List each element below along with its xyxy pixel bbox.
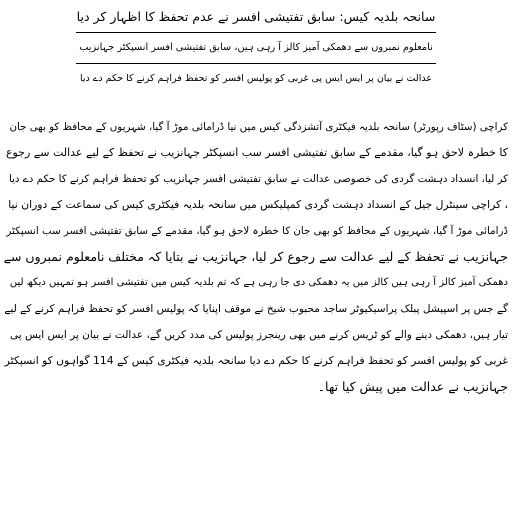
headline-divider (76, 63, 436, 64)
headline-2: نامعلوم نمبروں سے دھمکی آمیز کالز آ رہی ہیں، سابق تفتیشی افسر انسپکٹر جہانزیب (79, 42, 433, 53)
body-line: دھمکی آمیز کالز آ رہی ہیں کالز میں یہ دھمکی دی جا رہی ہے کہ تم بلدیہ کیس میں تفتیشی افسر ہو تمہیں دیکھ لیں (9, 277, 508, 288)
body-line: کر لیا، انسداد دہشت گردی کی خصوصی عدالت نے سابق تفتیشی افسر جہانزیب کو تحفظ فراہم کرنے کا حکم دے دیا (8, 173, 508, 185)
article-body (4, 114, 508, 400)
body-line: گے جس پر اسپیشل پبلک پراسیکیوٹر ساجد محبوب شیخ نے موقف اپنایا کہ پولیس افسر کو تحفظ فراہم کرنے کے لیے (4, 303, 508, 315)
body-line: جہانزیب نے عدالت میں پیش کیا تھا۔ (317, 379, 508, 394)
body-line: کراچی (سٹاف رپورٹر) سانحہ بلدیہ فیکٹری آتشزدگی کیس میں نیا ڈرامائی موڑ آ گیا، شہریوں کے محافظ کو بھی جان (9, 121, 508, 133)
headline-1: سانحہ بلدیہ کیس: سابق تفتیشی افسر نے عدم تحفظ کا اظہار کر دیا (76, 9, 436, 24)
body-line: جہانزیب نے تحفظ کے لیے عدالت سے رجوع کر لیا، جہانزیب نے بتایا کہ مختلف نامعلوم نمبروں سے (4, 249, 508, 264)
headline-block (76, 4, 436, 92)
headline-divider (76, 32, 436, 33)
headline-3: عدالت نے بیان پر ایس ایس پی غربی کو پولیس افسر کو تحفظ فراہم کرنے کا حکم دے دیا (80, 73, 432, 84)
body-line: غربی کو پولیس افسر کو تحفظ فراہم کرنے کا حکم دے دیا سانحہ بلدیہ فیکٹری کیس کے 114 گواہوں کو انسپکٹر (4, 354, 508, 367)
body-line: ڈرامائی موڑ آ گیا، شہریوں کے محافظ کو بھی جان کا خطرہ لاحق ہو گیا، مقدمے کے سابق تفتیشی افسر سب انسپکٹر (6, 225, 508, 237)
body-line: ، کراچی سینٹرل جیل کے انسداد دہشت گردی کمپلیکس میں سانحہ بلدیہ فیکٹری کیس کی سماعت کے دوران نیا (8, 198, 508, 211)
body-line: کا خطرہ لاحق ہو گیا، مقدمے کے سابق تفتیشی افسر سب انسپکٹر جہانزیب نے تحفظ کے لیے عدالت سے رجوع (5, 146, 508, 159)
body-line: تیار ہیں، دھمکی دینے والے کو ٹریس کرنے میں بھی رینجرز پولیس کی مدد کریں گے، عدالت نے بیان پر ایس ایس پی (9, 329, 508, 341)
